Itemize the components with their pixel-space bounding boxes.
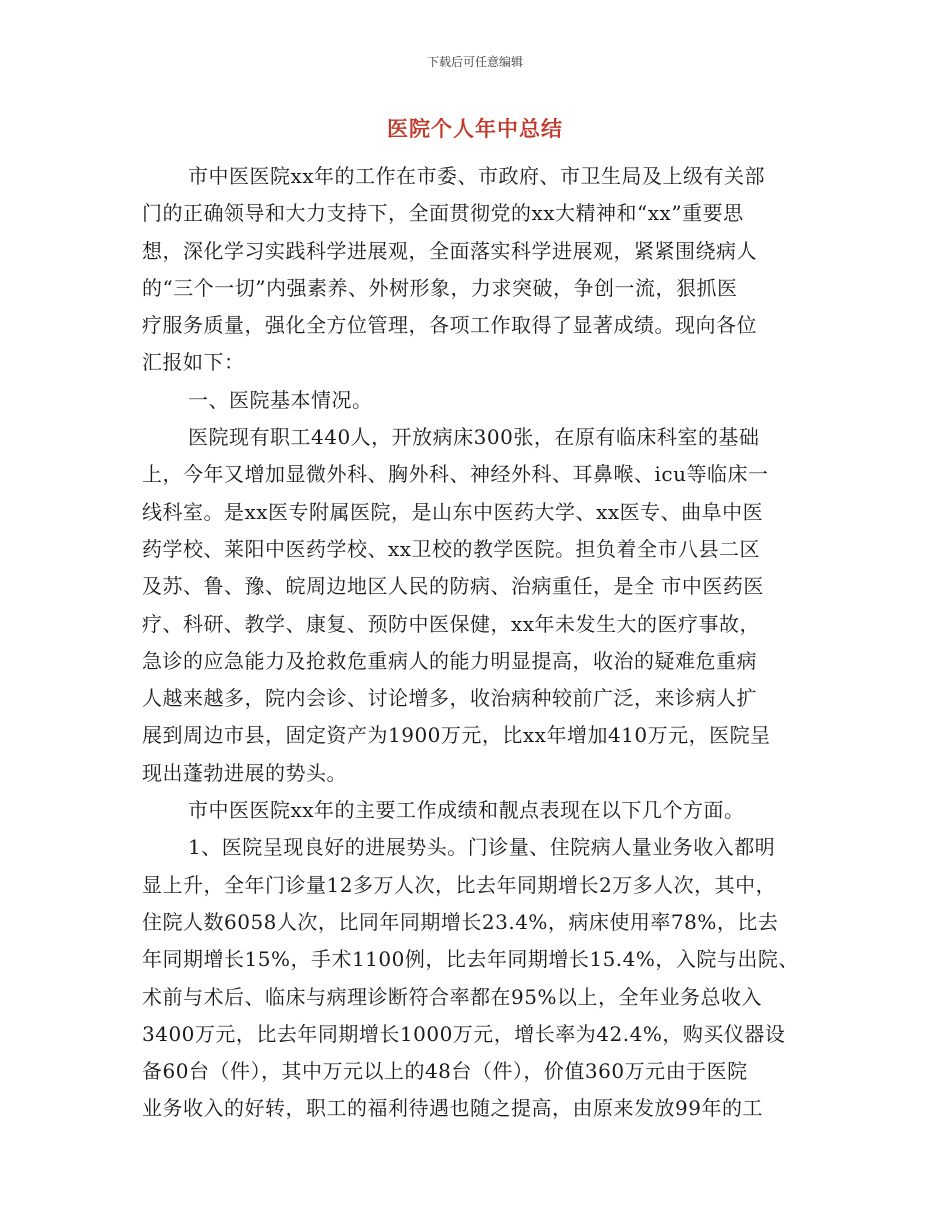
text-line: 医院现有职工440人，开放病床300张，在原有临床科室的基础 [188,425,760,450]
text-line: 上，今年又增加显微外科、胸外科、神经外科、耳鼻喉、icu等临床一 [142,462,769,487]
text-line: 想，深化学习实践科学进展观，全面落实科学进展观，紧紧围绕病人 [142,238,757,263]
text-line: 人越来越多，院内会诊、讨论增多，收治病种较前广泛，来诊病人扩 [142,686,757,711]
text-line: 药学校、莱阳中医药学校、xx卫校的教学医院。担负着全市八县二区 [142,536,761,561]
text-line: 住院人数6058人次，比同年同期增长23.4%，病床使用率78%，比去 [142,909,779,934]
text-line: 备60台（件），其中万元以上的48台（件），价值360万元由于医院 [142,1059,748,1084]
text-line: 市中医医院xx年的工作在市委、市政府、市卫生局及上级有关部 [188,164,766,188]
text-line: 的“三个一切”内强素养、外树形象，力求突破，争创一流，狠抓医 [142,275,738,300]
text-line: 线科室。是xx医专附属医院，是山东中医药大学、xx医专、曲阜中医 [142,499,764,524]
section-heading: 一、医院基本情况。 [188,387,373,412]
text-line: 急诊的应急能力及抢救危重病人的能力明显提高，收治的疑难危重病 [142,648,757,673]
text-line: 术前与术后、临床与病理诊断符合率都在95%以上，全年业务总收入 [142,984,762,1009]
text-line: 门的正确领导和大力支持下，全面贯彻党的xx大精神和“xx”重要思 [142,201,744,226]
text-line: 汇报如下： [142,350,245,375]
text-line: 及苏、鲁、豫、皖周边地区人民的防病、治病重任，是全 市中医药医 [142,574,764,599]
text-line: 显上升，全年门诊量12多万人次，比去年同期增长2万多人次，其中， [142,872,777,897]
document-body [142,158,832,1128]
text-line: 展到周边市县，固定资产为1900万元，比xx年增加410万元，医院呈 [142,723,771,748]
text-line: 年同期增长15%，手术1100例，比去年同期增长15.4%，入院与出院、 [142,947,799,972]
text-line: 业务收入的好转，职工的福利待遇也随之提高，由原来发放99年的工 [142,1096,763,1121]
text-line: 市中医医院xx年的主要工作成绩和靓点表现在以下几个方面。 [188,798,745,823]
text-line: 现出蓬勃进展的势头。 [142,760,347,785]
text-line: 疗、科研、教学、康复、预防中医保健，xx年未发生大的医疗事故， [142,611,761,636]
text-line: 3400万元，比去年同期增长1000万元，增长率为42.4%，购买仪器设 [142,1021,786,1046]
page-header-note: 下载后可任意编辑 [426,55,523,69]
document-title: 医院个人年中总结 [387,116,563,141]
text-line: 1、医院呈现良好的进展势头。门诊量、住院病人量业务收入都明 [188,835,776,860]
text-line: 疗服务质量，强化全方位管理，各项工作取得了显著成绩。现向各位 [142,313,757,338]
